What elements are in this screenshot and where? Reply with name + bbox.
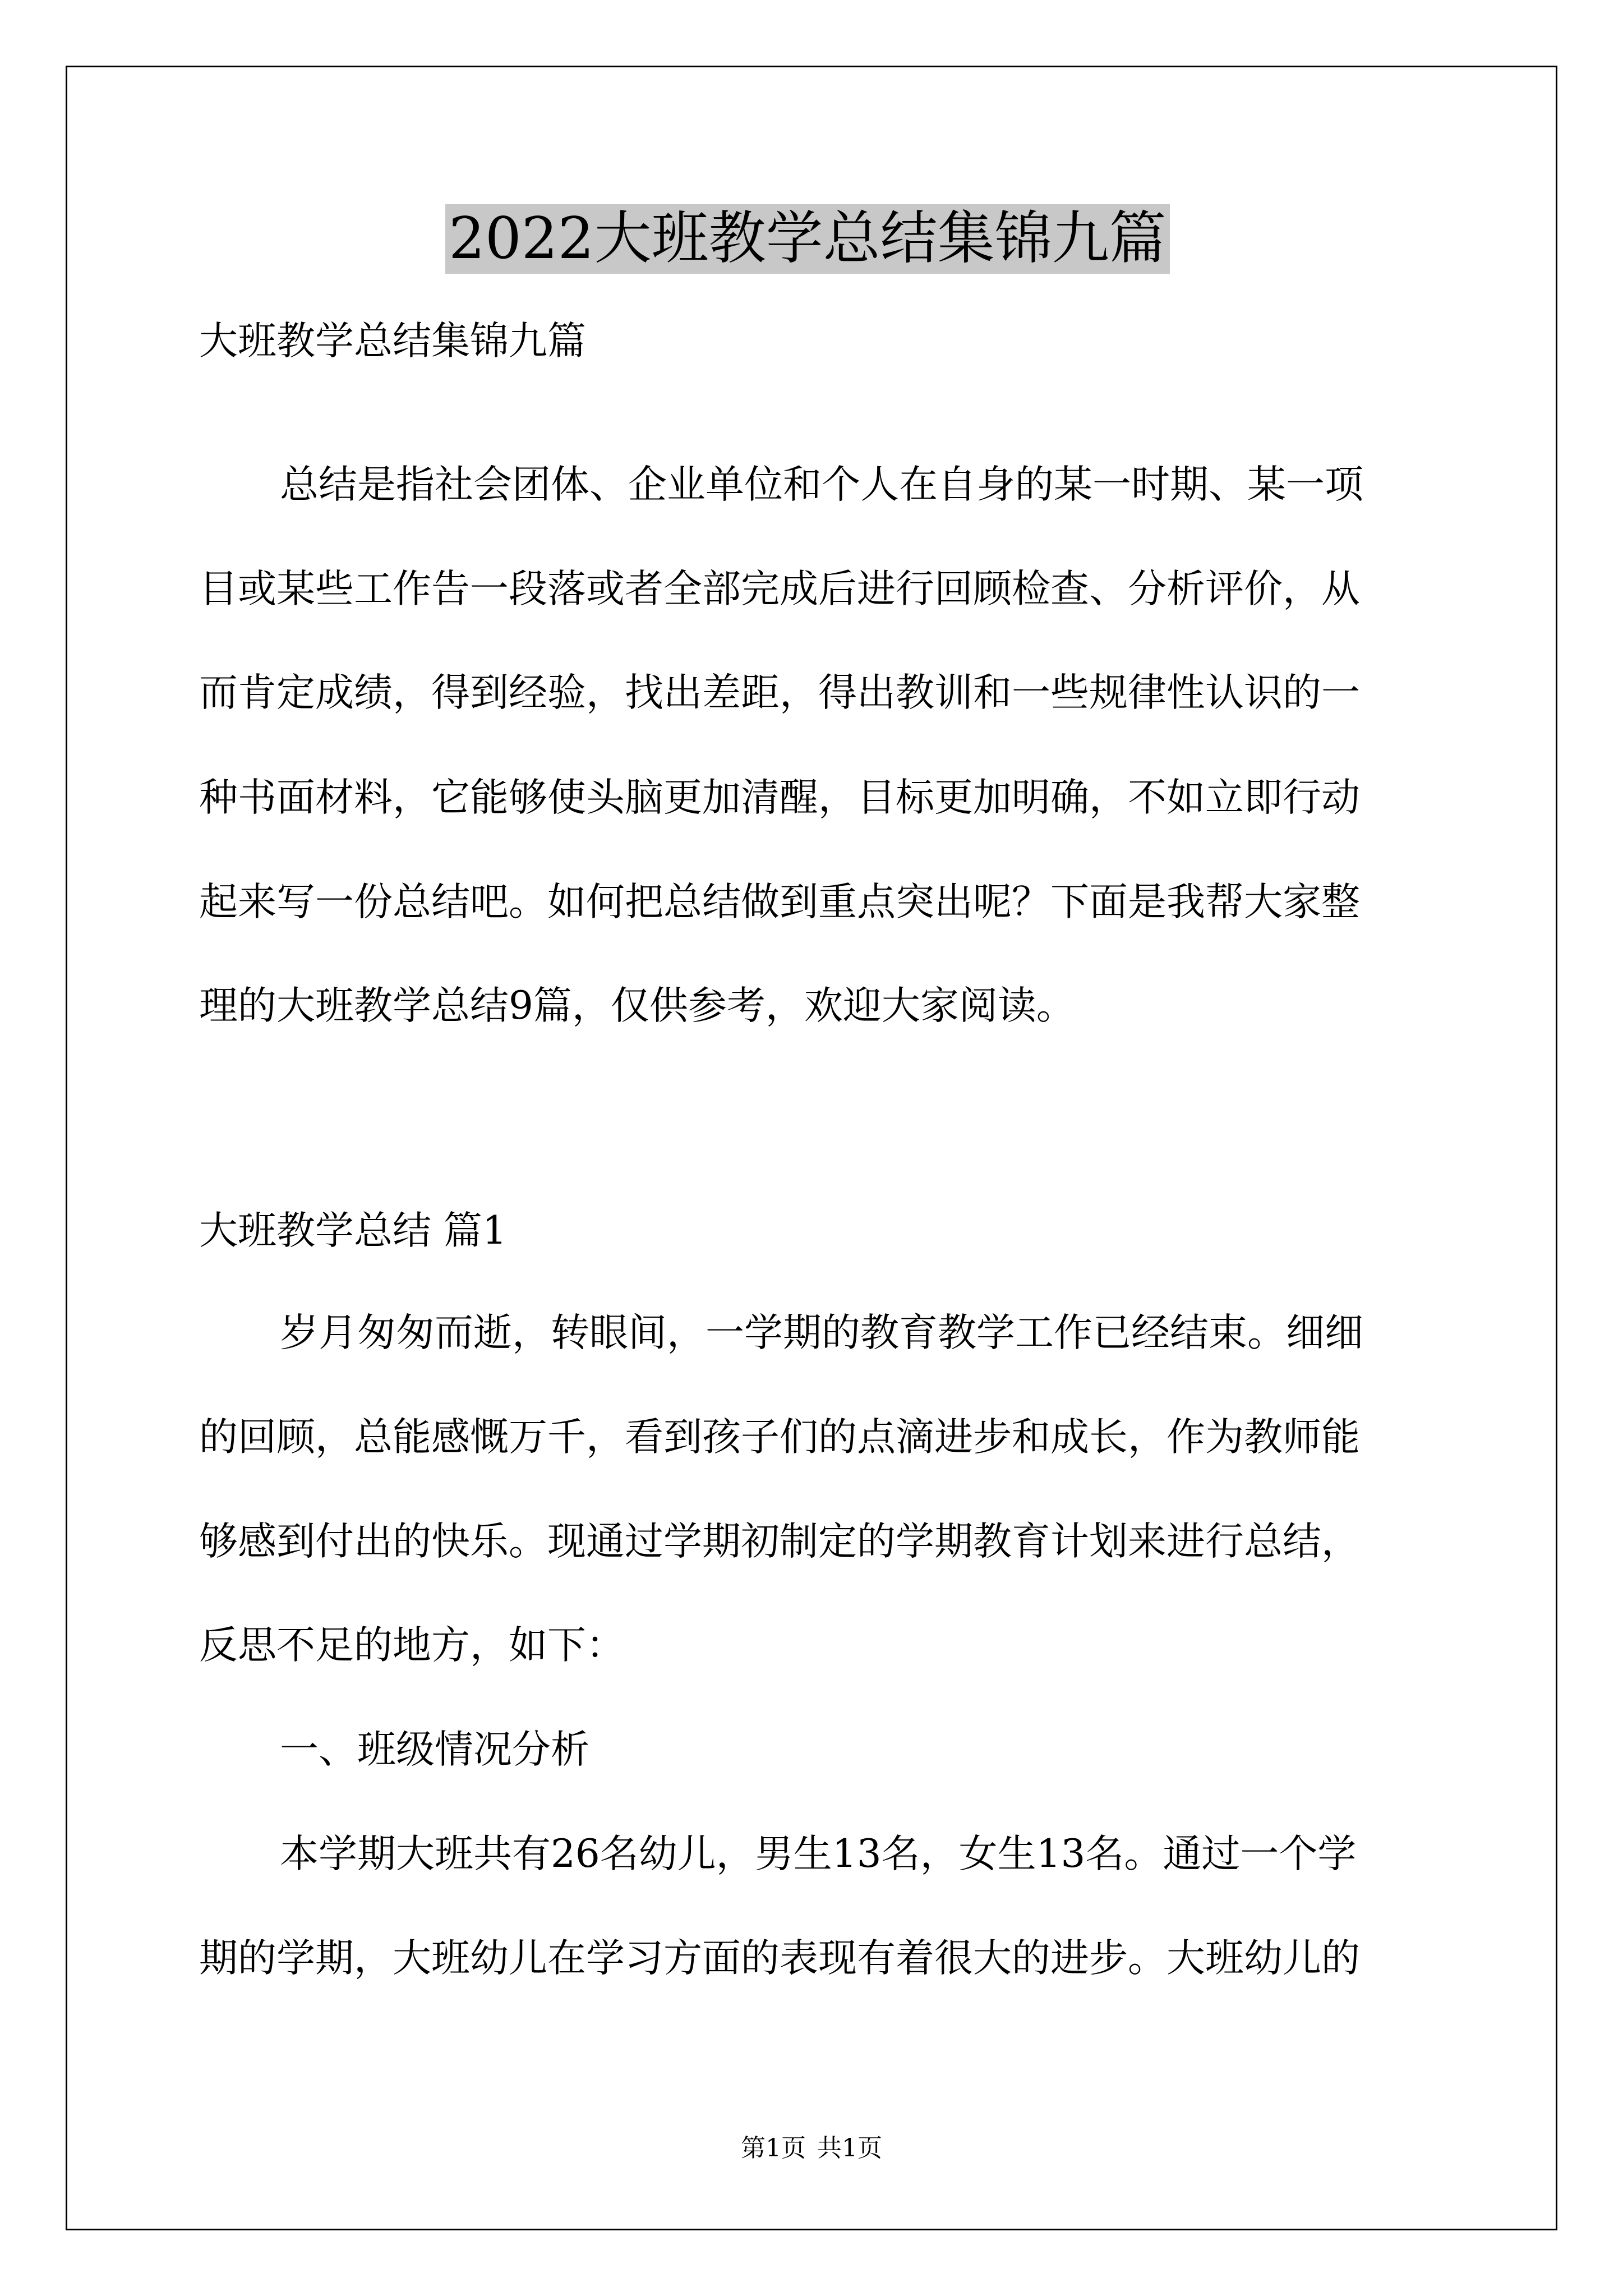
intro-line: 总结是指社会团体、企业单位和个人在自身的某一时期、某一项 xyxy=(280,462,1363,507)
document-subtitle: 大班教学总结集锦九篇 xyxy=(199,319,586,364)
page-border xyxy=(66,66,1557,2230)
page-number: 第1页 xyxy=(741,2134,806,2162)
page-footer xyxy=(0,2132,1623,2165)
intro-line: 而肯定成绩，得到经验，找出差距，得出教训和一些规律性认识的一 xyxy=(199,670,1360,715)
paragraph-line: 的回顾，总能感慨万千，看到孩子们的点滴进步和成长，作为教师能 xyxy=(199,1415,1360,1460)
paragraph-line: 反思不足的地方，如下： xyxy=(199,1623,625,1668)
intro-line: 种书面材料，它能够使头脑更加清醒，目标更加明确，不如立即行动 xyxy=(199,775,1360,820)
paragraph-line: 期的学期，大班幼儿在学习方面的表现有着很大的进步。大班幼儿的 xyxy=(199,1936,1360,1981)
section-heading: 大班教学总结 篇1 xyxy=(199,1208,507,1253)
paragraph-line: 岁月匆匆而逝，转眼间，一学期的教育教学工作已经结束。细细 xyxy=(280,1310,1363,1355)
subheading: 一、班级情况分析 xyxy=(280,1727,589,1772)
document-title: 2022大班教学总结集锦九篇 xyxy=(445,204,1170,274)
intro-line: 目或某些工作告一段落或者全部完成后进行回顾检查、分析评价，从 xyxy=(199,567,1360,611)
intro-line: 理的大班教学总结9篇，仅供参考，欢迎大家阅读。 xyxy=(199,983,1075,1028)
paragraph-line: 够感到付出的快乐。现通过学期初制定的学期教育计划来进行总结， xyxy=(199,1519,1360,1564)
page-total: 共1页 xyxy=(817,2134,882,2162)
intro-line: 起来写一份总结吧。如何把总结做到重点突出呢？下面是我帮大家整 xyxy=(199,880,1360,924)
paragraph-line: 本学期大班共有26名幼儿，男生13名，女生13名。通过一个学 xyxy=(280,1832,1357,1876)
